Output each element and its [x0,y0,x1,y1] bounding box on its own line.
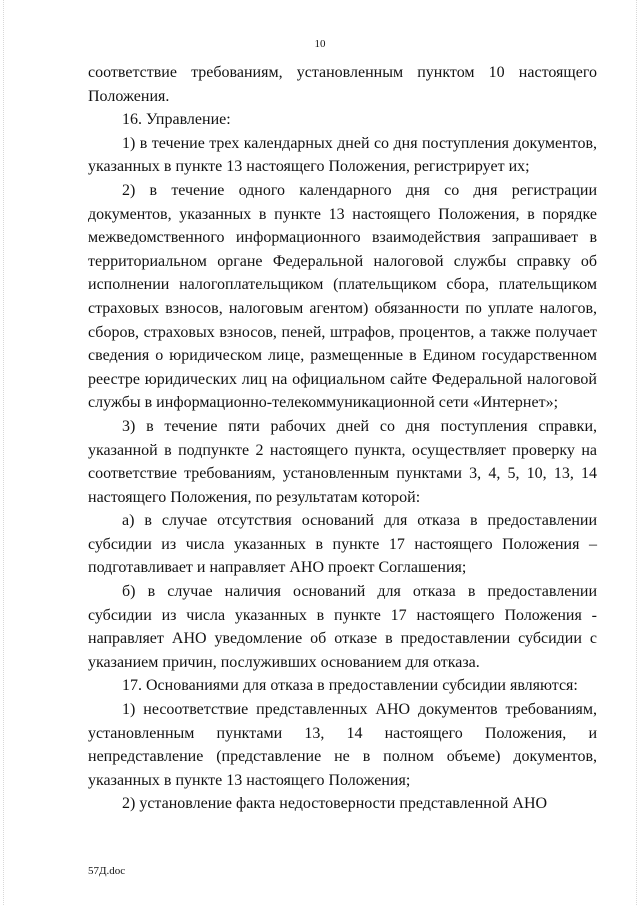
right-scan-edge [636,0,638,905]
paragraph: 1) в течение трех календарных дней со дня поступления документов, указанных в пункте 13 настоящего Положения, регистрирует их; [88,134,597,176]
paragraph: 3) в течение пяти рабочих дней со дня поступления справки, указанной в подпункте 2 настоящего пункта, осуществляет проверку на соответствие требованиям, установленным пунктами 3, 4, 5, 10, 13, 14 настоящего Положения, по результатам которой: [88,417,597,506]
document-body [88,61,597,816]
paragraph: 2) установление факта недостоверности представленной АНО [122,795,548,813]
page-number: 10 [314,38,326,50]
left-scan-edge [3,0,5,905]
paragraph: а) в случае отсутствия оснований для отказа в предоставлении субсидии из числа указанных в пункте 17 настоящего Положения – подготавливает и направляет АНО проект Соглашения; [88,512,597,577]
footer-filename: 57Д.doc [88,865,126,877]
paragraph: б) в случае наличия оснований для отказа в предоставлении субсидии из числа указанных в пункте 17 настоящего Положения - направляет АНО уведомление об отказе в предоставлении субсидии с указанием причин, послуживших основанием для отказа. [88,583,597,671]
paragraph: 16. Управление: [122,111,231,129]
paragraph: 2) в течение одного календарного дня со дня регистрации документов, указанных в пункте 13 настоящего Положения, в порядке межведомственного информационного взаимодействия запрашивает в территориальном органе Федеральной налоговой службы справку об исполнении налогоплательщиком (плательщиком сбора, плательщиком страховых взносов, налоговым агентом) обязанности по уплате налогов, сборов, страховых взносов, пеней, штрафов, процентов, а также получает сведения о юридическом лице, размещенные в Едином государственном реестре юридических лиц на официальном сайте Федеральной налоговой службы в информационно-телекоммуникационной сети «Интернет»; [88,181,597,412]
paragraph: соответствие требованиям, установленным пунктом 10 настоящего Положения. [88,64,597,105]
paragraph: 17. Основаниями для отказа в предоставлении субсидии являются: [122,677,578,695]
paragraph: 1) несоответствие представленных АНО документов требованиям, установленным пунктами 13, 14 настоящего Положения, и непредставление (представление не в полном объеме) документов, указанных в пункте 13 настоящего Положения; [88,701,597,789]
